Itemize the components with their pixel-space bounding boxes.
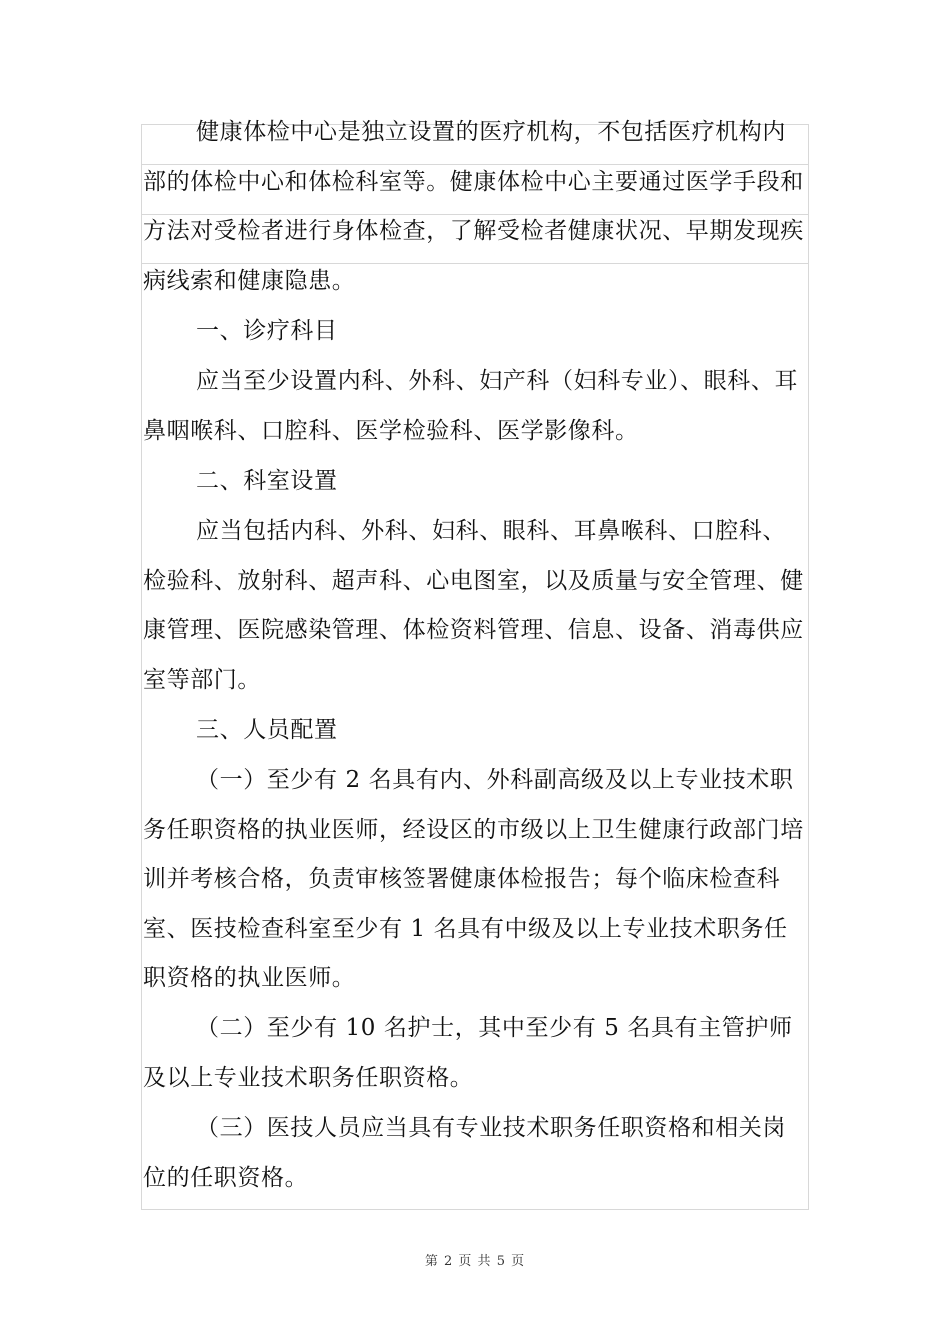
frame-left-line [141, 124, 142, 1210]
intro-paragraph: 健康体检中心是独立设置的医疗机构，不包括医疗机构内部的体检中心和体检科室等。健康体检中心主要通过医学手段和方法对受检者进行身体检查，了解受检者健康状况、早期发现疾病线索和健康隐患。 [143, 119, 804, 294]
section3-item2: （二）至少有 10 名护士，其中至少有 5 名具有主管护师及以上专业技术职务任职资格。 [143, 1015, 793, 1091]
section3-item3: （三）医技人员应当具有专业技术职务任职资格和相关岗位的任职资格。 [143, 1115, 786, 1191]
section3-title: 三、人员配置 [196, 717, 338, 743]
frame-bottom-line [141, 1209, 809, 1210]
page-footer: 第 2 页 共 5 页 [424, 1254, 526, 1269]
section1-title: 一、诊疗科目 [196, 318, 338, 344]
section2-body: 应当包括内科、外科、妇科、眼科、耳鼻喉科、口腔科、检验科、放射科、超声科、心电图室，以及质量与安全管理、健康管理、医院感染管理、体检资料管理、信息、设备、消毒供应室等部门。 [143, 518, 804, 693]
section1-body: 应当至少设置内科、外科、妇产科（妇科专业）、眼科、耳鼻咽喉科、口腔科、医学检验科、医学影像科。 [143, 368, 799, 444]
section3-item1: （一）至少有 2 名具有内、外科副高级及以上专业技术职务任职资格的执业医师，经设区的市级以上卫生健康行政部门培训并考核合格，负责审核签署健康体检报告；每个临床检查科室、医技检查科室至少有 1 名具有中级及以上专业技术职务任职资格的执业医师。 [143, 767, 804, 992]
section2-title: 二、科室设置 [196, 468, 338, 494]
